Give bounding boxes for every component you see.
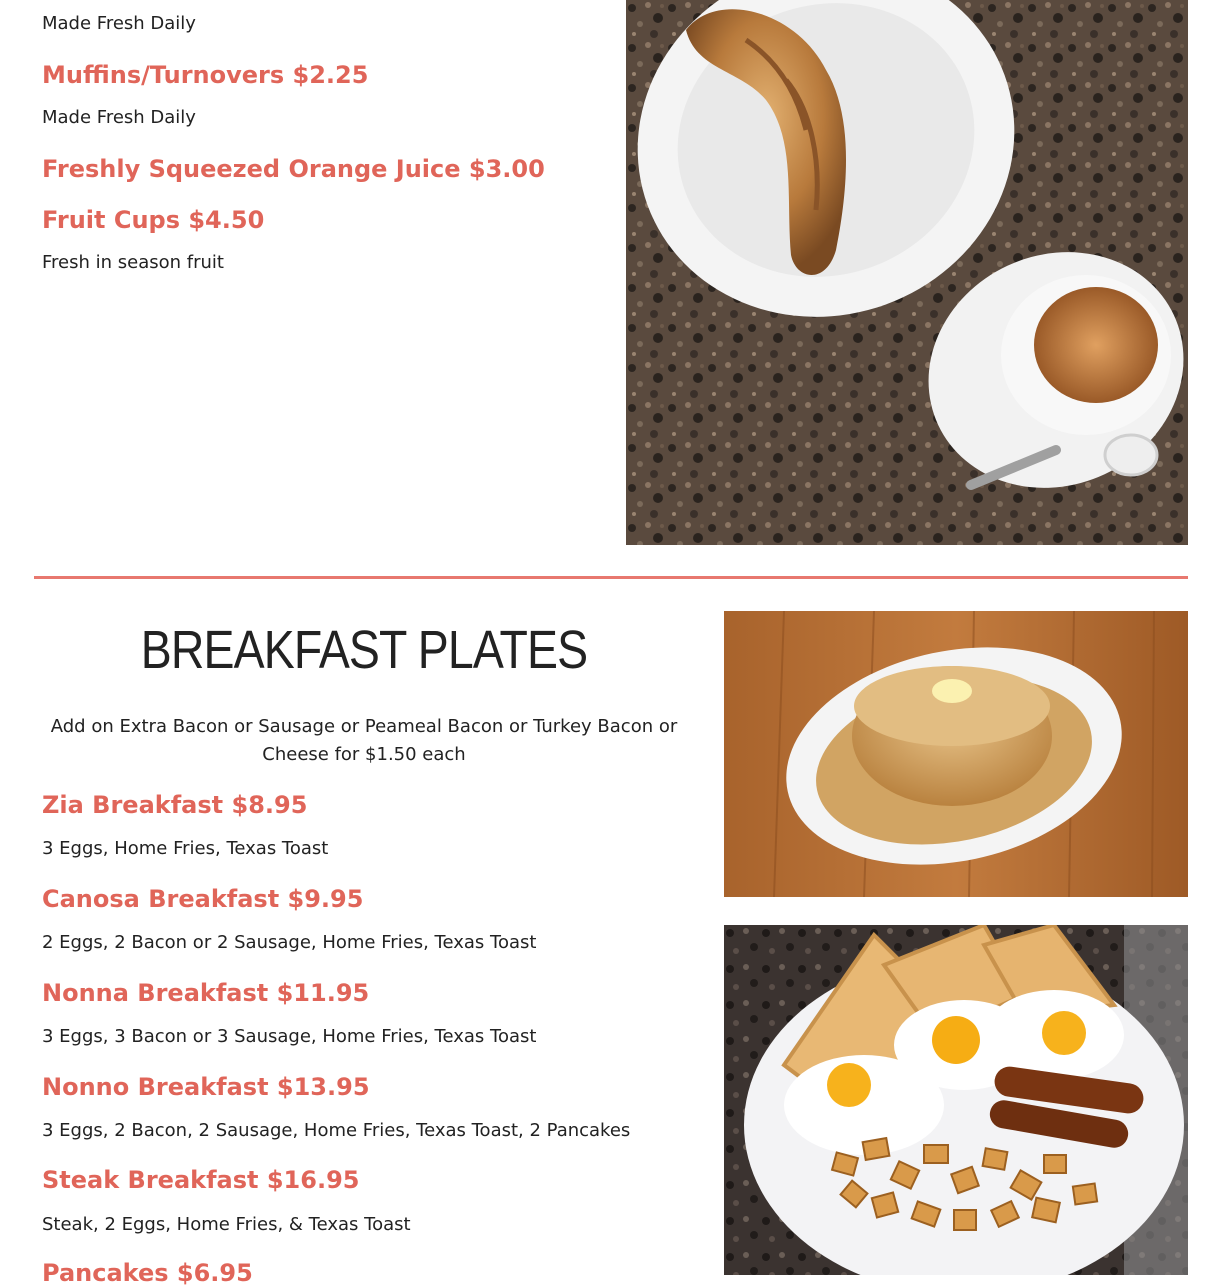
menu-item-desc-zia: 3 Eggs, Home Fries, Texas Toast xyxy=(42,838,329,859)
menu-item-desc-muffins: Made Fresh Daily xyxy=(42,107,196,128)
menu-item-title-nonna: Nonna Breakfast $11.95 xyxy=(42,979,370,1007)
menu-item-title-canosa: Canosa Breakfast $9.95 xyxy=(42,885,364,913)
breakfast-plate-photo xyxy=(724,925,1188,1275)
menu-item-title-zia: Zia Breakfast $8.95 xyxy=(42,791,308,819)
pancakes-photo xyxy=(724,611,1188,897)
menu-item-title-steak: Steak Breakfast $16.95 xyxy=(42,1166,360,1194)
menu-item-title-muffins: Muffins/Turnovers $2.25 xyxy=(42,61,369,89)
menu-item-title-nonno: Nonno Breakfast $13.95 xyxy=(42,1073,370,1101)
menu-item-title-orange-juice: Freshly Squeezed Orange Juice $3.00 xyxy=(42,155,545,183)
menu-item-desc-steak: Steak, 2 Eggs, Home Fries, & Texas Toast xyxy=(42,1214,411,1235)
menu-item-desc-fruit-cups: Fresh in season fruit xyxy=(42,252,224,273)
breakfast-section-title: BREAKFAST PLATES xyxy=(140,620,588,680)
menu-item-title-pancakes: Pancakes $6.95 xyxy=(42,1259,253,1287)
menu-item-desc-nonno: 3 Eggs, 2 Bacon, 2 Sausage, Home Fries, Texas Toast, 2 Pancakes xyxy=(42,1120,631,1141)
croissant-description: Made Fresh Daily xyxy=(42,13,196,34)
croissant-espresso-photo xyxy=(626,0,1188,545)
section-divider xyxy=(34,576,1188,579)
add-on-note: Add on Extra Bacon or Sausage or Peameal Bacon or Turkey Bacon or Cheese for $1.50 each xyxy=(50,716,678,765)
menu-item-title-fruit-cups: Fruit Cups $4.50 xyxy=(42,206,265,234)
menu-item-desc-nonna: 3 Eggs, 3 Bacon or 3 Sausage, Home Fries, Texas Toast xyxy=(42,1026,537,1047)
menu-item-desc-canosa: 2 Eggs, 2 Bacon or 2 Sausage, Home Fries, Texas Toast xyxy=(42,932,537,953)
